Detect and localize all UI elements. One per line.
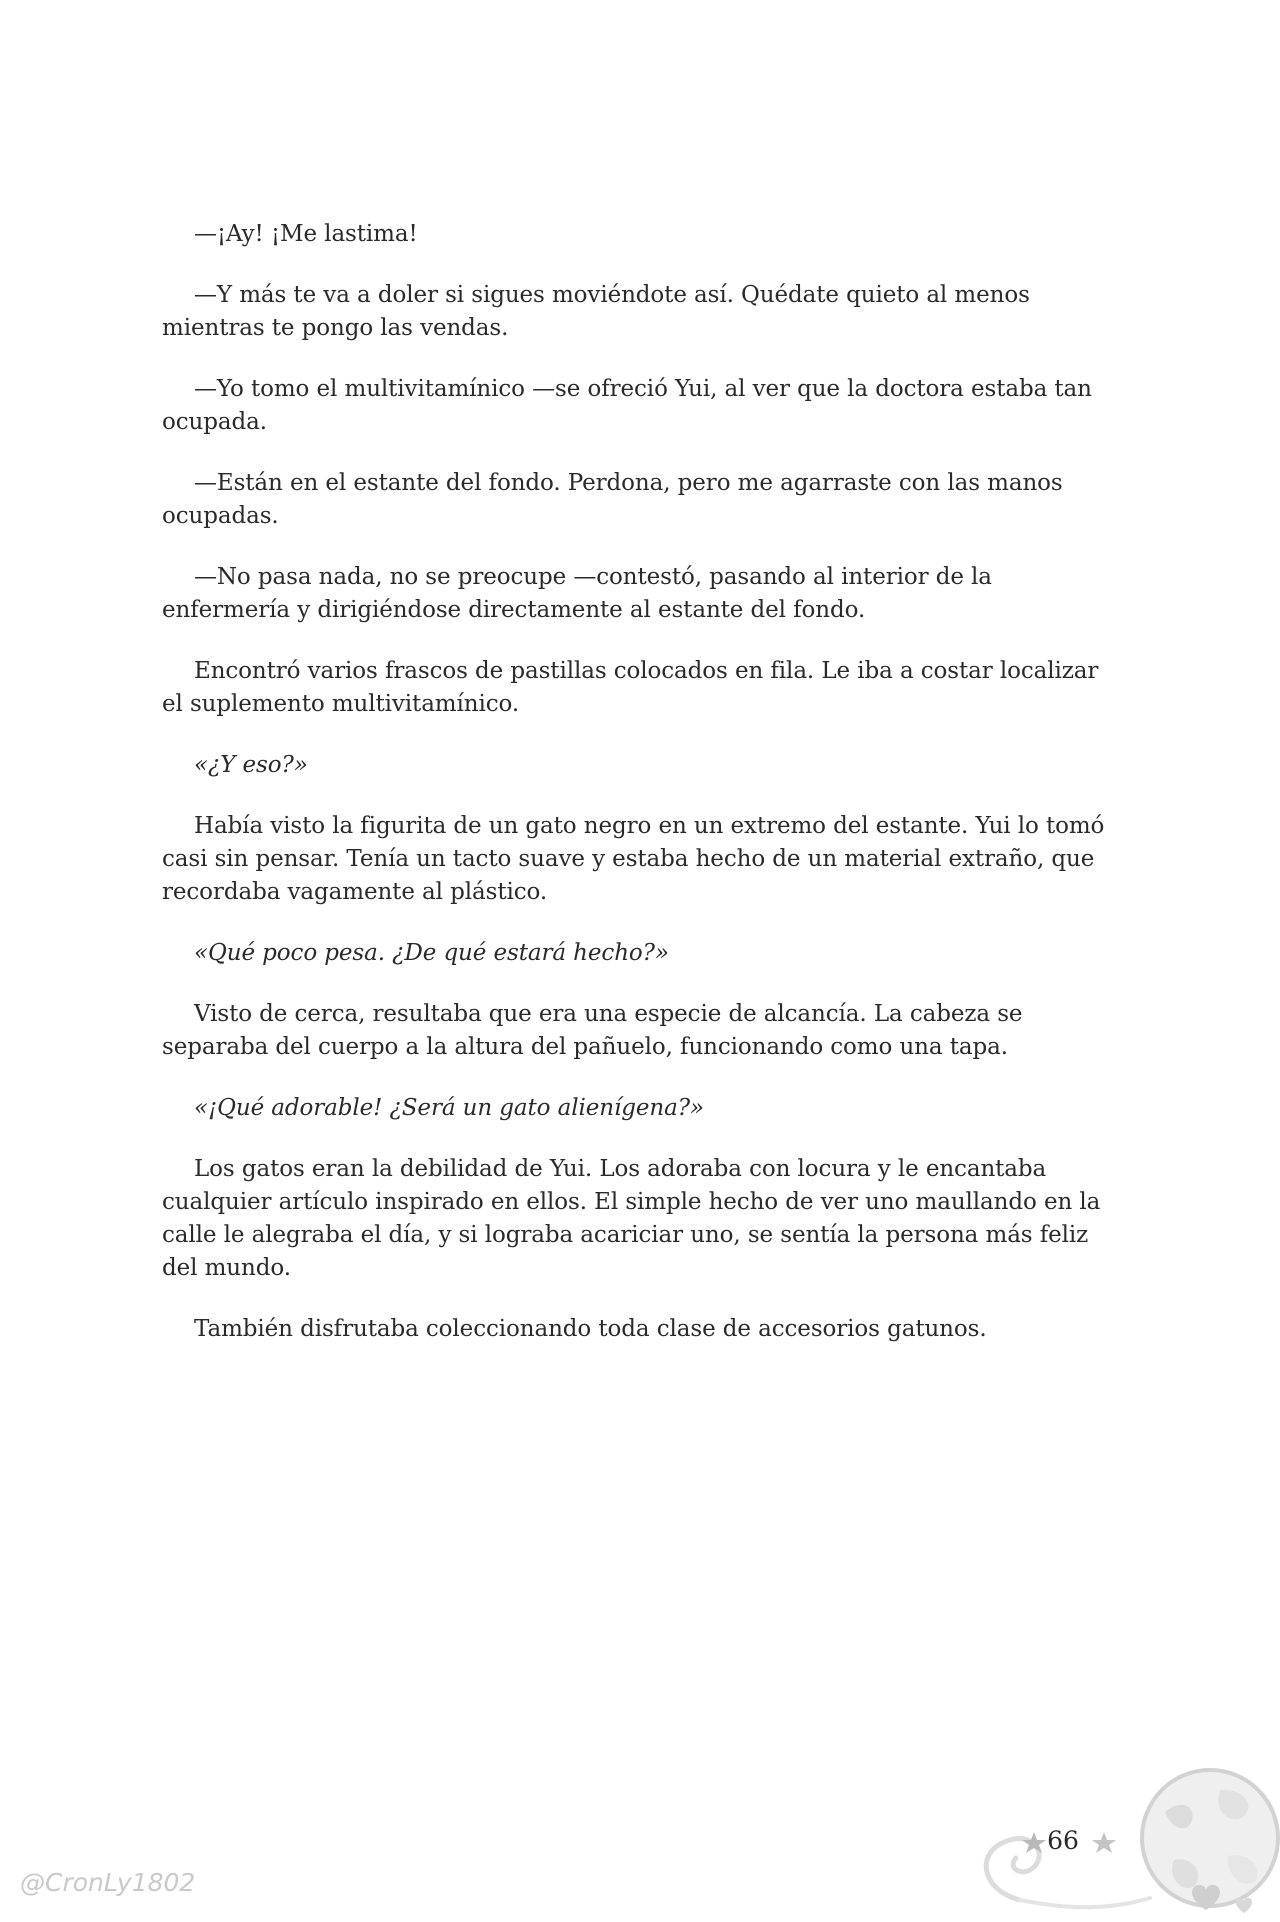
thought-paragraph: «Qué poco pesa. ¿De qué estará hecho?»: [194, 940, 669, 966]
paragraph: También disfrutaba coleccionando toda clase de accesorios gatunos.: [194, 1316, 987, 1342]
paragraph: —¡Ay! ¡Me lastima!: [194, 221, 418, 247]
thought-paragraph: «¿Y eso?»: [194, 752, 308, 778]
paragraph: —Yo tomo el multivitamínico —se ofreció Yui, al ver que la doctora estaba tan ocupada.: [162, 376, 1092, 435]
paragraph: Visto de cerca, resultaba que era una especie de alcancía. La cabeza se separaba del cuerpo a la altura del pañuelo, funcionando como una tapa.: [162, 1001, 1023, 1060]
paragraph: —Están en el estante del fondo. Perdona, pero me agarraste con las manos ocupadas.: [162, 470, 1063, 529]
paragraph: Encontró varios frascos de pastillas colocados en fila. Le iba a costar localizar el suplemento multivitamínico.: [162, 658, 1099, 717]
paragraph: —Y más te va a doler si sigues moviéndote así. Quédate quieto al menos mientras te pongo las vendas.: [162, 282, 1030, 341]
paragraph: Había visto la figurita de un gato negro en un extremo del estante. Yui lo tomó casi sin pensar. Tenía un tacto suave y estaba hecho de un material extraño, que recordaba vagamente al plástico.: [162, 813, 1105, 905]
paragraph: Los gatos eran la debilidad de Yui. Los adoraba con locura y le encantaba cualquier artículo inspirado en ellos. El simple hecho de ver uno maullando en la calle le alegraba el día, y si lograba acariciar uno, se sentía la persona más feliz del mundo.: [162, 1156, 1101, 1281]
page-number: 66: [1047, 1826, 1079, 1855]
thought-paragraph: «¡Qué adorable! ¿Será un gato alienígena?»: [194, 1095, 704, 1121]
body-text: [162, 218, 1122, 1374]
paragraph: —No pasa nada, no se preocupe —contestó, pasando al interior de la enfermería y dirigiéndose directamente al estante del fondo.: [162, 564, 992, 623]
watermark: @CronLy1802: [20, 1868, 196, 1897]
moon-star-heart-ornament-icon: [960, 1760, 1280, 1922]
